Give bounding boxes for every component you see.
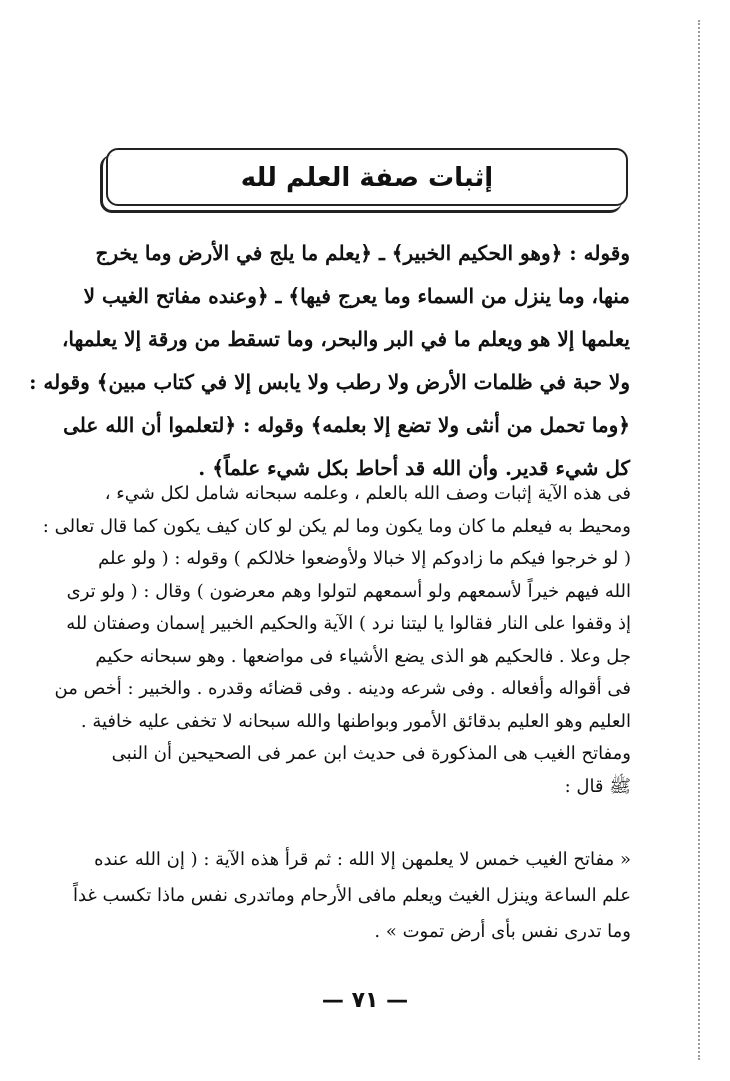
page-edge-dots — [698, 20, 700, 1060]
explanation-paragraph — [42, 478, 631, 803]
quran-line: ولا حبة في ظلمات الأرض ولا رطب ولا يابس إلا في كتاب مبين﴾ وقوله : — [29, 370, 630, 394]
explanation-line: الله فيهم خيراً لأسمعهم ولو أسمعهم لتولوا وهم معرضون ) وقال : ( ولو ترى — [66, 580, 631, 602]
hadith-line: « مفاتح الغيب خمس لا يعلمهن إلا الله : ثم قرأ هذه الآية : ( إن الله عنده — [94, 849, 631, 870]
quran-line: ﴿وما تحمل من أنثى ولا تضع إلا بعلمه﴾ وقوله : ﴿لتعلموا أن الله على — [63, 413, 630, 437]
chapter-title-frame — [106, 148, 628, 206]
hadith-quote — [72, 842, 631, 950]
explanation-line: فى هذه الآية إثبات وصف الله بالعلم ، وعلمه سبحانه شامل لكل شيء ، — [104, 483, 631, 504]
quran-line: منها، وما ينزل من السماء وما يعرج فيها﴾ ـ ﴿وعنده مفاتح الغيب لا — [83, 284, 630, 308]
explanation-line: ﷺ قال : — [564, 775, 631, 797]
explanation-line: ( لو خرجوا فيكم ما زادوكم إلا خبالا ولأوضعوا خلالكم ) وقوله : ( ولو علم — [98, 548, 631, 569]
explanation-line: ومحيط به فيعلم ما كان وما يكون وما لم يكن لو كان كيف يكون كما قال تعالى : — [42, 515, 631, 537]
explanation-line: فى أقواله وأفعاله . وفى شرعه ودينه . وفى قضائه وقدره . والخبير : أخص من — [54, 678, 631, 699]
explanation-line: ومفاتح الغيب هى المذكورة فى حديث ابن عمر فى الصحيحين أن النبى — [111, 743, 631, 764]
chapter-title: إثبات صفة العلم لله — [240, 163, 494, 193]
explanation-line: العليم وهو العليم بدقائق الأمور وبواطنها والله سبحانه لا تخفى عليه خافية . — [80, 710, 631, 732]
quran-line: كل شيء قدير. وأن الله قد أحاط بكل شيء علماً﴾ . — [198, 456, 630, 480]
quran-verses — [29, 232, 630, 490]
hadith-line: علم الساعة وينزل الغيث ويعلم مافى الأرحام وماتدرى نفس ماذا تكسب غداً — [72, 885, 631, 906]
quran-line: يعلمها إلا هو ويعلم ما في البر والبحر، وما تسقط من ورقة إلا يعلمها، — [61, 327, 630, 351]
page-number: — ٧١ — — [321, 988, 409, 1013]
explanation-line: جل وعلا . فالحكيم هو الذى يضع الأشياء فى مواضعها . وهو سبحانه حكيم — [95, 645, 631, 667]
explanation-line: إذ وقفوا على النار فقالوا يا ليتنا نرد ) الآية والحكيم الخبير إسمان وصفتان لله — [66, 613, 631, 634]
quran-line: وقوله : ﴿وهو الحكيم الخبير﴾ ـ ﴿يعلم ما يلج في الأرض وما يخرج — [95, 241, 630, 265]
hadith-line: وما تدرى نفس بأى أرض تموت » . — [374, 921, 631, 942]
